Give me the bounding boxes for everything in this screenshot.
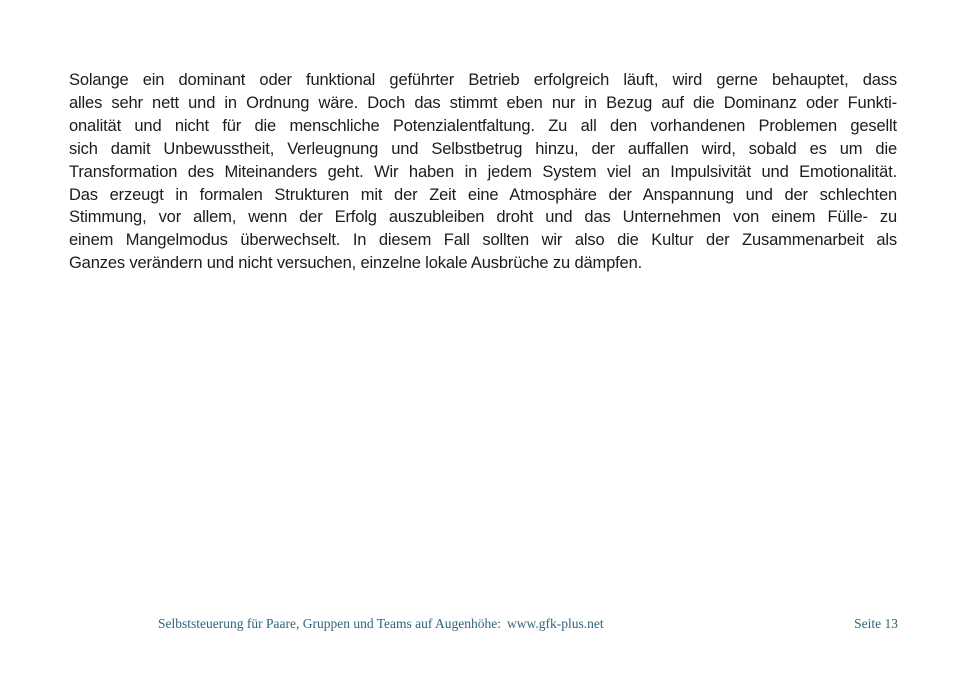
footer-page-number: Seite 13 [854, 616, 898, 631]
paragraph-line: Solange ein dominant oder funktional geführter Betrieb erfolgreich läuft, wird gerne behauptet, dass [69, 71, 897, 89]
paragraph-line: alles sehr nett und in Ordnung wäre. Doch das stimmt eben nur in Bezug auf die Dominanz oder Funkti- [69, 93, 897, 112]
paragraph-line: einem Mangelmodus überwechselt. In diesem Fall sollten wir also die Kultur der Zusammenarbeit als [69, 231, 897, 250]
paragraph-line: Transformation des Miteinanders geht. Wir haben in jedem System viel an Impulsivität und Emotionalität. [69, 162, 897, 181]
paragraph-line: Stimmung, vor allem, wenn der Erfolg auszubleiben droht und das Unternehmen von einem Fülle- zu [69, 208, 897, 227]
footer-booklet-title: Selbststeuerung für Paare, Gruppen und Teams auf Augenhöhe: [158, 616, 501, 631]
body-paragraph [69, 69, 897, 275]
paragraph-line: onalität und nicht für die menschliche Potenzialentfaltung. Zu all den vorhandenen Problemen gesellt [69, 116, 897, 135]
footer-website-link[interactable]: www.gfk-plus.net [506, 616, 604, 631]
paragraph-line: Das erzeugt in formalen Strukturen mit der Zeit eine Atmosphäre der Anspannung und der schlechten [69, 185, 897, 204]
footer-booklet-info [158, 616, 604, 632]
paragraph-line: sich damit Unbewusstheit, Verleugnung und Selbstbetrug hinzu, der auffallen wird, sobald es um die [69, 139, 897, 158]
page-footer [0, 616, 960, 636]
paragraph-line-last: Ganzes verändern und nicht versuchen, einzelne lokale Ausbrüche zu dämpfen. [69, 254, 643, 273]
